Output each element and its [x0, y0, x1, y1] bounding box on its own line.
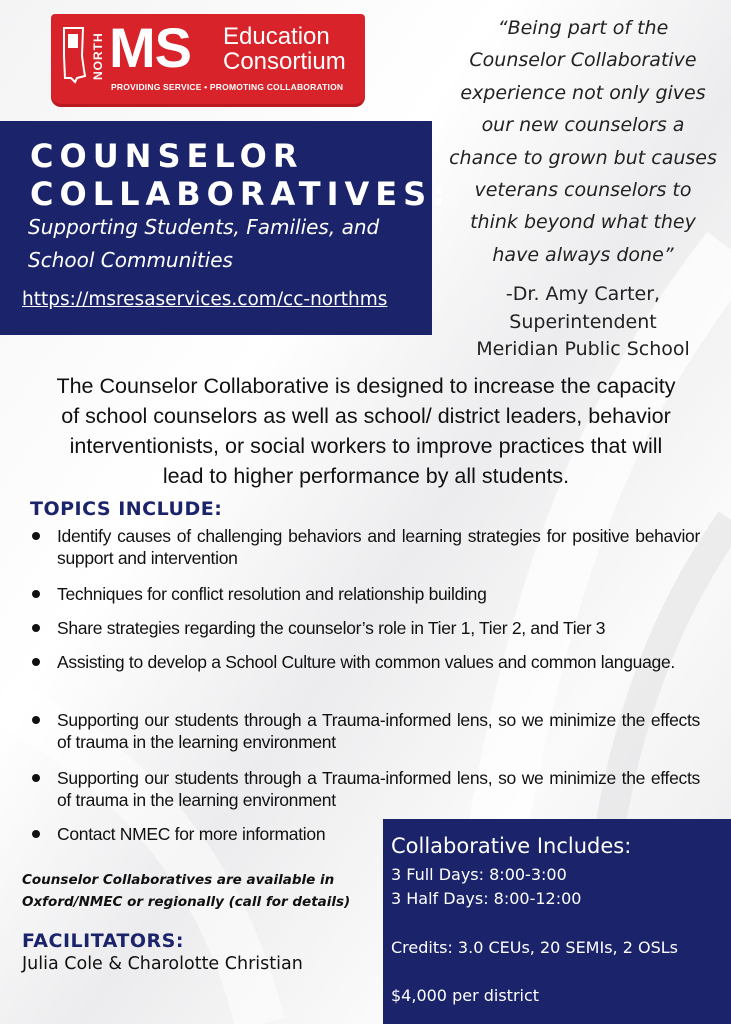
intro-line: lead to higher performance by all students. — [162, 464, 570, 488]
facilitator-names: Julia Cole & Charolotte Christian — [22, 954, 303, 974]
intro-paragraph — [18, 371, 714, 491]
list-item-text: Assisting to develop a School Culture with common values and common language. — [57, 652, 675, 672]
list-item — [30, 525, 700, 569]
intro-line: interventionists, or social workers to improve practices that will — [69, 434, 663, 458]
list-item — [30, 767, 700, 811]
intro-line: The Counselor Collaborative is designed to increase the capacity — [56, 374, 676, 398]
quote-role: Superintendent — [509, 310, 657, 333]
page-title — [30, 137, 451, 213]
list-item — [30, 823, 360, 845]
list-item-text: Share strategies regarding the counselor’s role in Tier 1, Tier 2, and Tier 3 — [57, 618, 606, 638]
subtitle-line2: School Communities — [28, 248, 233, 272]
quote-line: our new counselors a — [481, 114, 685, 137]
bullet-icon — [32, 830, 40, 838]
bullet-icon — [32, 624, 40, 632]
subtitle-line1: Supporting Students, Families, and — [28, 215, 380, 239]
credits-text: Credits: 3.0 CEUs, 20 SEMIs, 2 OSLs — [391, 938, 678, 957]
ms-education-consortium-logo — [51, 14, 365, 104]
quote-org: Meridian Public School — [476, 338, 690, 360]
testimonial-quote — [440, 12, 726, 271]
price-text: $4,000 per district — [391, 986, 540, 1005]
logo-ms-text: MS — [109, 16, 191, 79]
list-item-text: Techniques for conflict resolution and relationship building — [57, 584, 487, 604]
logo-name-line2: Consortium — [223, 48, 346, 75]
quote-line: have always done” — [492, 243, 674, 266]
list-item — [30, 651, 700, 673]
includes-heading: Collaborative Includes: — [391, 834, 632, 858]
list-item-text: Supporting our students through a Trauma-informed lens, so we minimize the effects of trauma in the learning environment — [57, 768, 700, 810]
website-link[interactable]: https://msresaservices.com/cc-northms — [22, 289, 388, 310]
intro-line: of school counselors as well as school/ district leaders, behavior — [61, 404, 671, 428]
bullet-icon — [32, 716, 40, 724]
availability-line1: Counselor Collaboratives are available in — [22, 872, 335, 888]
quote-line: experience not only gives — [460, 81, 706, 104]
list-item-text: Identify causes of challenging behaviors and learning strategies for positive behavior support and intervention — [57, 526, 700, 568]
bullet-icon — [32, 774, 40, 782]
availability-note — [22, 869, 377, 913]
quote-line: chance to grown but causes — [449, 146, 717, 169]
list-item — [30, 709, 700, 753]
bullet-icon — [32, 590, 40, 598]
quote-author: -Dr. Amy Carter, — [505, 283, 661, 305]
logo-name-line1: Education — [223, 23, 330, 50]
half-days-text: 3 Half Days: 8:00-12:00 — [391, 889, 582, 908]
availability-line2: Oxford/NMEC or regionally (call for details) — [22, 894, 351, 910]
bullet-icon — [32, 658, 40, 666]
logo-name — [223, 24, 346, 74]
quote-line: think beyond what they — [470, 211, 696, 234]
logo-tagline: PROVIDING SERVICE • PROMOTING COLLABORATION — [111, 82, 344, 92]
facilitators-heading: FACILITATORS: — [22, 930, 184, 952]
list-item-text: Contact NMEC for more information — [57, 824, 326, 844]
mississippi-map-icon — [61, 26, 87, 84]
bullet-icon — [32, 532, 40, 540]
title-line1: COUNSELOR — [30, 137, 304, 175]
quote-line: Counselor Collaborative — [469, 49, 697, 72]
list-item-text: Supporting our students through a Trauma-informed lens, so we minimize the effects of trauma in the learning environment — [57, 710, 700, 752]
full-days-text: 3 Full Days: 8:00-3:00 — [391, 865, 567, 884]
topics-heading: TOPICS INCLUDE: — [30, 498, 223, 520]
list-item — [30, 583, 700, 605]
title-line2: COLLABORATIVES: — [30, 175, 451, 213]
page-subtitle — [28, 211, 428, 277]
quote-line: veterans counselors to — [474, 179, 692, 202]
includes-panel — [383, 819, 731, 1024]
list-item — [30, 617, 700, 639]
logo-north-text: NORTH — [91, 32, 105, 80]
quote-line: “Being part of the — [497, 17, 669, 39]
title-banner — [0, 121, 451, 335]
quote-attribution — [440, 281, 726, 364]
